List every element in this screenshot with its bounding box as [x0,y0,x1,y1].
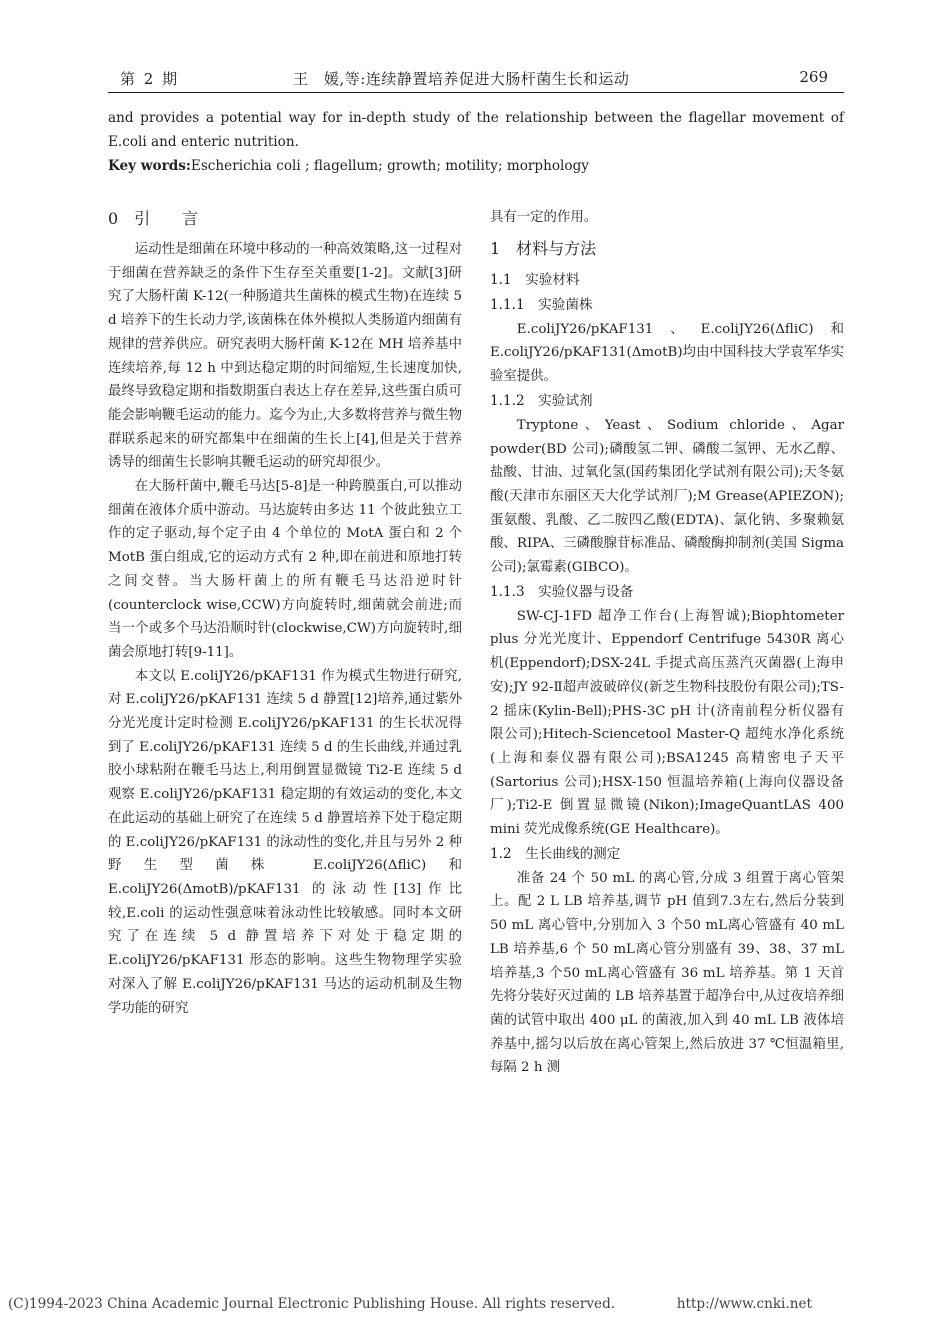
running-title: 王 媛,等:连续静置培养促进大肠杆菌生长和运动 [293,70,630,88]
growth-curve-paragraph: 准备 24 个 50 mL 的离心管,分成 3 组置于离心管架上。配 2 L LB 培养基,调节 pH 值到7.3左右,然后分装到 50 mL 离心管中,分别加入 3 个50 mL离心管盛有 40 mL LB 培养基,6 个 50 mL离心管分别盛有 39、38、37 mL 培养基,3 个50 mL离心管盛有 36 mL 培养基。第 1 天首先将分装好灭过菌的 LB 培养基置于超净台中,从过夜培养细菌的试管中取出 400 μL 的菌液,加入到 40 mL LB 液体培养基中,摇匀以后放在离心管架上,然后放进 37 ℃恒温箱里,每隔 2 h 测 [490,870,844,1076]
section-1-1-3: 1.1.3 实验仪器与设备 [490,583,634,600]
strains-paragraph: E.coliJY26/pKAF131、E.coliJY26(ΔfliC)和 E.coliJY26/pKAF131(ΔmotB)均由中国科技大学袁军华实验室提供。 [490,321,844,385]
intro-heading: 0 引 言 [108,209,199,228]
section-1-1-1: 1.1.1 实验菌株 [490,296,593,313]
keywords-text: Escherichia coli ; flagellum; growth; motility; morphology [190,158,589,174]
intro-paragraph-3: 本文以 E.coliJY26/pKAF131 作为模式生物进行研究,对 E.coliJY26/pKAF131 连续 5 d 静置[12]培养,通过紫外分光光度计定时检测 E.coliJY26/pKAF131 的生长状况得到了 E.coliJY26/pKAF131 连续 5 d 的生长曲线,并通过乳胶小球粘附在鞭毛马达上,利用倒置显微镜 Ti2-E 连续 5 d 观察 E.coliJY26/pKAF131 稳定期的有效运动的变化,本文在此运动的基础上研究了在连续 5 d 静置培养下处于稳定期的 E.coliJY26/pKAF131 的泳动性的变化,并且与另外 2 种野生型菌株 E.coliJY26(ΔfliC)和 E.coliJY26(ΔmotB)/pKAF131 的泳动性[13]作比较,E.coli 的运动性强意味着泳动性比较敏感。同时本文研究了在连续 5 d 静置培养下对处于稳定期的 E.coliJY26/pKAF131 形态的影响。这些生物物理学实验对深入了解 E.coliJY26/pKAF131 马达的运动机制及生物学功能的研究 [108,668,462,1016]
abstract-text: and provides a potential way for in-depth study of the relationship between the flagellar movement of E.coli and enteric nutrition. [108,110,844,150]
section-1-1: 1.1 实验材料 [490,271,580,288]
intro-paragraph-1: 运动性是细菌在环境中移动的一种高效策略,这一过程对于细菌在营养缺乏的条件下生存至关重要[1-2]。文献[3]研究了大肠杆菌 K-12(一种肠道共生菌株的模式生物)在连续 5 d 培养下的生长动力学,该菌株在体外模拟人类肠道内细菌有规律的营养供应。研究表明大肠杆菌 K-12在 MH 培养基中连续培养,每 12 h 中到达稳定期的时间缩短,生长速度加快,最终导致稳定期和指数期蛋白表达上存在差异,这些蛋白质可能会影响鞭毛运动的能力。迄今为止,大多数将营养与微生物群联系起来的研究都集中在细菌的生长上[4],但是关于营养诱导的细菌生长影响其鞭毛运动的研究却很少。 [108,242,462,471]
left-column [108,200,462,1020]
header-rule [108,92,844,93]
keywords-line [108,154,844,178]
section-1-2: 1.2 生长曲线的测定 [490,845,621,862]
page-number: 269 [799,68,828,86]
intro-paragraph-3-continued: 具有一定的作用。 [490,210,598,225]
section-1-1-2: 1.1.2 实验试剂 [490,392,593,409]
intro-paragraph-2: 在大肠杆菌中,鞭毛马达[5-8]是一种跨膜蛋白,可以推动细菌在液体介质中游动。马达旋转由多达 11 个彼此独立工作的定子驱动,每个定子由 4 个单位的 MotA 蛋白和 2 个 MotB 蛋白组成,它的运动方式有 2 种,即在前进和原地打转之间交替。当大肠杆菌上的所有鞭毛马达沿逆时针(counterclock wise,CCW)方向旋转时,细菌就会前进;而当一个或多个马达沿顺时针(clockwise,CW)方向旋转时,细菌会原地打转[9-11]。 [108,479,462,660]
footer-url[interactable]: http://www.cnki.net [676,1296,812,1312]
running-header [108,62,842,92]
right-column [490,206,844,1080]
copyright-text: (C)1994-2023 China Academic Journal Electronic Publishing House. All rights reserved. [8,1296,616,1312]
keywords-label: Key words: [108,158,191,174]
methods-heading: 1 材料与方法 [490,238,597,258]
issue-label: 第 2 期 [120,70,180,88]
instruments-paragraph: SW-CJ-1FD 超净工作台(上海智诚);Biophtometer plus 分光光度计、Eppendorf Centrifuge 5430R 离心机(Eppendorf);DSX-24L 手提式高压蒸汽灭菌器(上海申安);JY 92-Ⅱ超声波破碎仪(新芝生物科技股份有限公司);TS-2 摇床(Kylin-Bell);PHS-3C pH 计(济南前程分析仪器有限公司);Hitech-Sciencetool Master-Q 超纯水净化系统(上海和泰仪器有限公司);BSA1245 高精密电子天平(Sartorius 公司);HSX-150 恒温培养箱(上海向仪器设备厂);Ti2-E 倒置显微镜(Nikon);ImageQuantLAS 400 mini 荧光成像系统(GE Healthcare)。 [490,608,844,838]
reagents-paragraph: Tryptone、Yeast、Sodium chloride、Agar powder(BD 公司);磷酸氢二钾、磷酸二氢钾、无水乙醇、盐酸、甘油、过氧化氢(国药集团化学试剂有限公司);天冬氨酸(天津市东丽区天大化学试剂厂);M Grease(APIEZON);蛋氨酸、乳酸、乙二胺四乙酸(EDTA)、氯化钠、多聚赖氨酸、RIPA、三磷酸腺苷标准品、磷酸酶抑制剂(美国 Sigma 公司);氯霉素(GIBCO)。 [490,417,844,576]
abstract-tail [108,106,844,178]
